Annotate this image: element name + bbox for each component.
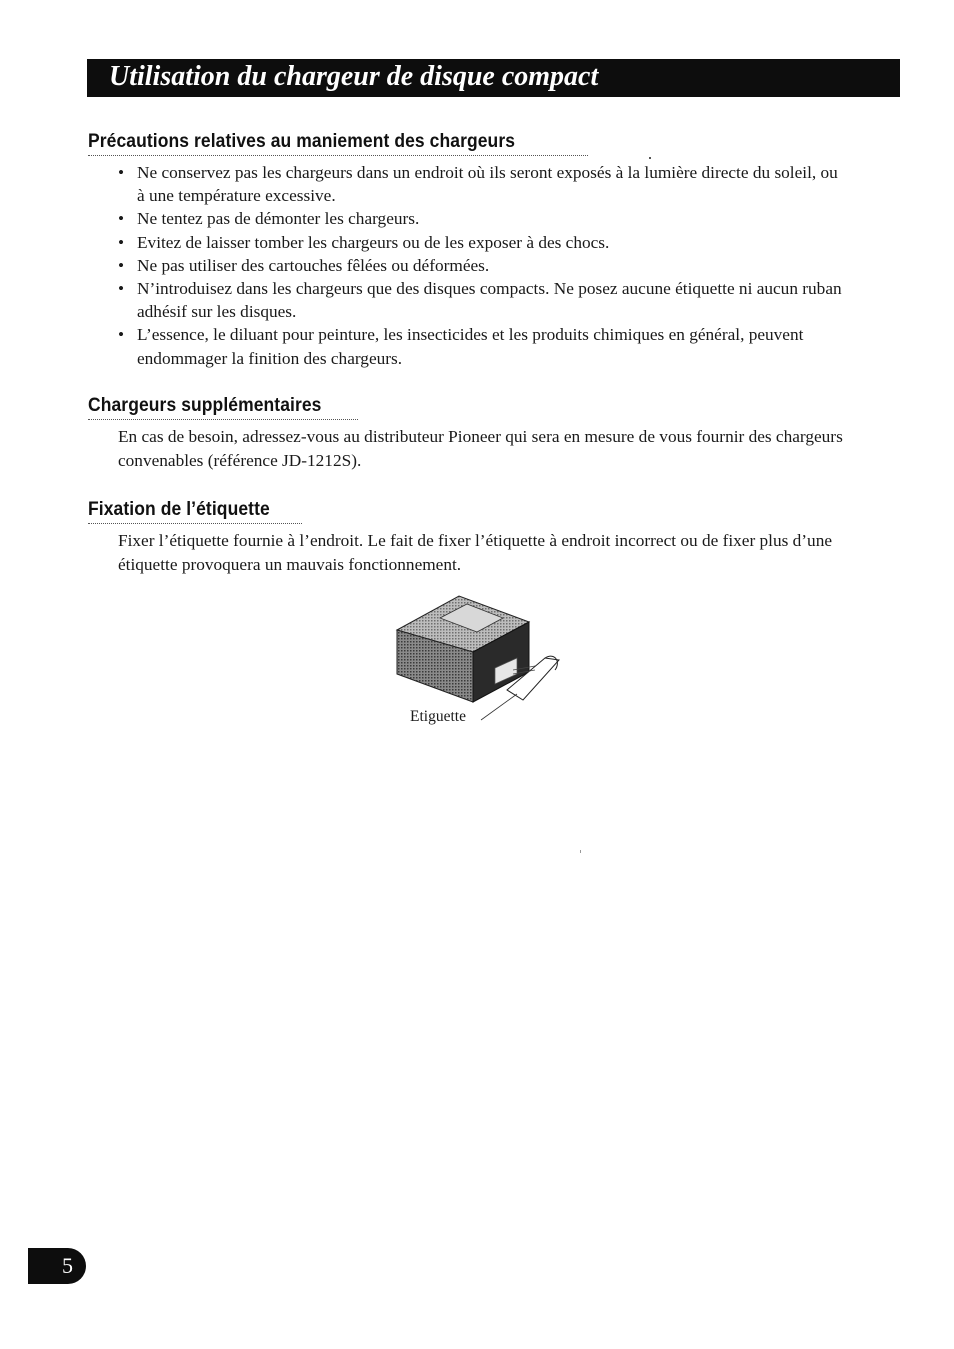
list-item [118,323,848,369]
section-heading-fixation: Fixation de l’étiquette [88,499,270,520]
list-item [118,207,848,230]
list-item-text: Ne pas utiliser des cartouches fêlées ou déformées. [137,255,490,275]
heading-underline [88,523,302,524]
list-item [118,161,848,207]
bullet-icon: • [118,232,125,252]
scan-speck [580,850,581,853]
section-heading-chargeurs: Chargeurs supplémentaires [88,395,322,416]
scan-speck [649,157,651,159]
page-number-tab [28,1248,86,1284]
precautions-list [118,161,848,370]
list-item-text: N’introduisez dans les chargeurs que des disques compacts. Ne posez aucune étiquette ni aucun ruban adhésif sur les disques. [137,279,842,322]
page-title: Utilisation du chargeur de disque compact [109,61,599,92]
page-number: 5 [62,1253,73,1278]
chargeurs-paragraph: En cas de besoin, adressez-vous au distributeur Pioneer qui sera en mesure de vous fournir des chargeurs convenables (référence JD-1212S). [118,427,843,470]
list-item [118,254,848,277]
list-item [118,231,848,254]
heading-underline [88,419,358,420]
list-item-text: L’essence, le diluant pour peinture, les insecticides et les produits chimiques en général, peuvent endommager la finition des chargeurs. [137,325,804,368]
bullet-icon: • [118,255,125,275]
bullet-icon: • [118,209,125,229]
list-item-text: Ne tentez pas de démonter les chargeurs. [137,209,420,229]
section-heading-precautions: Précautions relatives au maniement des chargeurs [88,131,516,152]
list-item-text: Evitez de laisser tomber les chargeurs ou de les exposer à des chocs. [137,232,610,252]
fixation-paragraph: Fixer l’étiquette fournie à l’endroit. Le fait de fixer l’étiquette à endroit incorrect ou de fixer plus d’une étiquette provoquera un mauvais fonctionnement. [118,531,833,574]
bullet-icon: • [118,325,125,345]
heading-underline [88,155,588,156]
list-item [118,277,848,323]
bullet-icon: • [118,279,125,299]
figure-caption: Etiguette [410,708,466,725]
list-item-text: Ne conservez pas les chargeurs dans un endroit où ils seront exposés à la lumière directe du soleil, ou à une température excessive. [137,163,838,206]
page-header-bar [87,59,900,97]
bullet-icon: • [118,163,125,182]
